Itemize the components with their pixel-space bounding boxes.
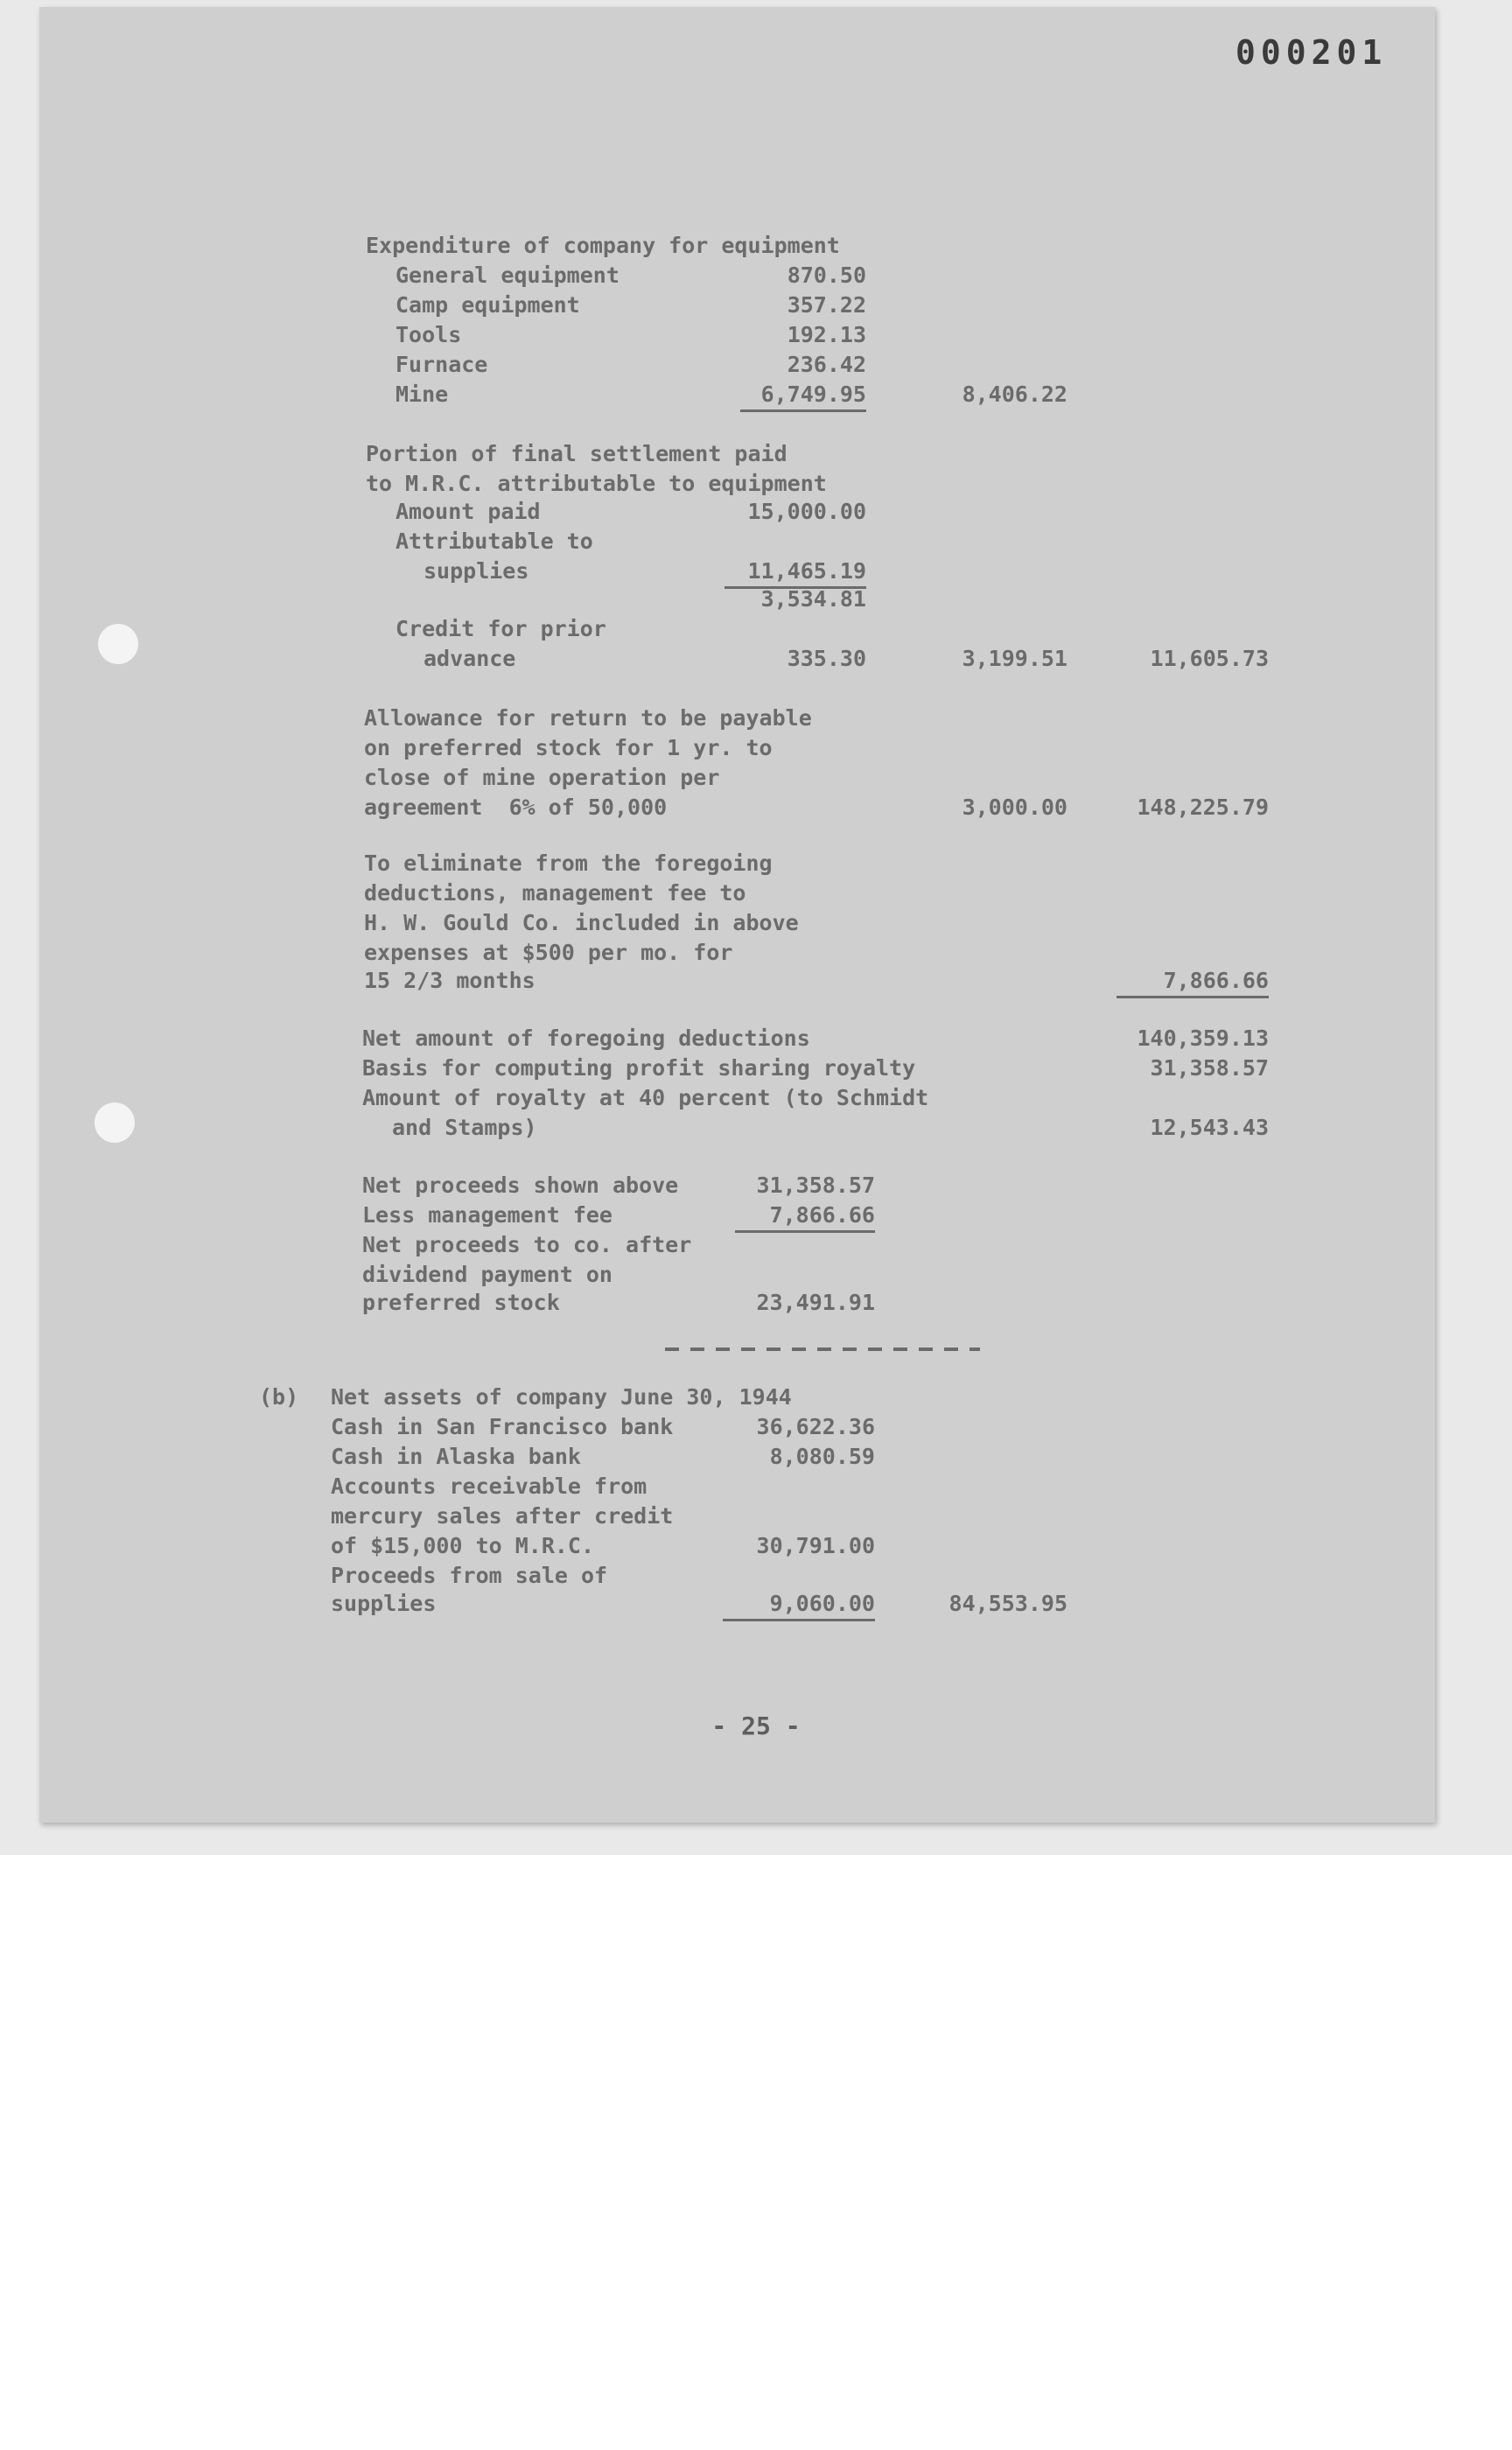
equipment-item-amount: 236.42 (787, 352, 866, 377)
equipment-item-amount: 6,749.95 (740, 380, 866, 412)
equipment-item-label: Tools (396, 322, 462, 347)
equipment-item-label: Mine (396, 382, 449, 407)
equipment-item-amount: 192.13 (787, 322, 866, 347)
supplies-label: supplies (424, 558, 529, 584)
proceeds-label: Net proceeds shown above (362, 1172, 679, 1198)
settlement-text: to M.R.C. attributable to equipment (366, 471, 827, 496)
document-stamp: 000201 (1236, 33, 1388, 72)
receivable-text: of $15,000 to M.R.C. (331, 1533, 595, 1558)
royalty-label: Amount of royalty at 40 percent (to Schmidt (362, 1085, 929, 1110)
equipment-total: 8,406.22 (962, 382, 1068, 407)
equipment-item-amount: 870.50 (787, 262, 866, 288)
allowance-total: 148,225.79 (1137, 794, 1269, 820)
advance-label: advance (424, 646, 516, 671)
attributable-label: Attributable to (396, 528, 593, 554)
page-number: - 25 - (711, 1712, 801, 1740)
allowance-text: agreement 6% of 50,000 (364, 794, 668, 820)
allowance-amount: 3,000.00 (962, 794, 1068, 820)
sf-bank-label: Cash in San Francisco bank (331, 1414, 674, 1439)
basis-label: Basis for computing profit sharing royalty (362, 1055, 916, 1081)
settlement-total: 11,605.73 (1150, 646, 1269, 671)
proceeds-amount: 31,358.57 (756, 1172, 875, 1198)
sale-text: supplies (331, 1591, 437, 1616)
settlement-difference: 3,534.81 (760, 586, 866, 612)
proceeds-text: dividend payment on (362, 1262, 612, 1287)
royalty-amount: 12,543.43 (1150, 1115, 1269, 1140)
ak-bank-amount: 8,080.59 (769, 1444, 875, 1469)
sale-text: Proceeds from sale of (331, 1563, 608, 1588)
sf-bank-amount: 36,622.36 (756, 1414, 875, 1439)
assets-total: 84,553.95 (948, 1591, 1068, 1616)
punch-hole (98, 624, 138, 664)
settlement-subtotal: 3,199.51 (962, 646, 1068, 671)
equipment-item-label: Furnace (396, 352, 488, 377)
management-fee-label: Less management fee (362, 1202, 612, 1228)
allowance-text: Allowance for return to be payable (364, 705, 812, 731)
basis-amount: 31,358.57 (1150, 1055, 1269, 1081)
equipment-item-label: Camp equipment (396, 292, 580, 318)
allowance-text: on preferred stock for 1 yr. to (364, 735, 773, 760)
receivable-amount: 30,791.00 (756, 1533, 875, 1558)
management-fee-amount: 7,866.66 (735, 1200, 875, 1233)
proceeds-net: 23,491.91 (756, 1290, 875, 1315)
receivable-text: mercury sales after credit (331, 1503, 674, 1529)
equipment-item-label: General equipment (396, 262, 620, 288)
proceeds-text: preferred stock (362, 1290, 560, 1315)
royalty-label: and Stamps) (392, 1115, 537, 1140)
eliminate-amount: 7,866.66 (1116, 966, 1269, 998)
amount-paid: 15,000.00 (747, 499, 866, 524)
supplies-amount: 11,465.19 (724, 556, 866, 589)
sale-amount: 9,060.00 (723, 1589, 875, 1621)
net-deductions: 140,359.13 (1137, 1026, 1269, 1051)
ak-bank-label: Cash in Alaska bank (331, 1444, 581, 1469)
credit-label: Credit for prior (396, 616, 606, 641)
proceeds-text: Net proceeds to co. after (362, 1232, 692, 1257)
eliminate-text: H. W. Gould Co. included in above (364, 910, 799, 935)
allowance-text: close of mine operation per (364, 765, 720, 790)
dashed-divider (665, 1343, 980, 1355)
amount-paid-label: Amount paid (396, 499, 541, 524)
equipment-heading: Expenditure of company for equipment (366, 233, 840, 258)
receivable-text: Accounts receivable from (331, 1474, 648, 1499)
eliminate-text: To eliminate from the foregoing (364, 850, 773, 876)
net-deductions-label: Net amount of foregoing deductions (362, 1026, 810, 1051)
punch-hole (94, 1102, 135, 1143)
settlement-text: Portion of final settlement paid (366, 441, 788, 466)
eliminate-text: expenses at $500 per mo. for (364, 940, 733, 965)
eliminate-text: 15 2/3 months (364, 968, 536, 993)
assets-heading: Net assets of company June 30, 1944 (331, 1384, 792, 1410)
eliminate-text: deductions, management fee to (364, 880, 746, 906)
equipment-item-amount: 357.22 (787, 292, 866, 318)
advance-amount: 335.30 (787, 646, 866, 671)
section-marker: (b) (259, 1384, 299, 1410)
